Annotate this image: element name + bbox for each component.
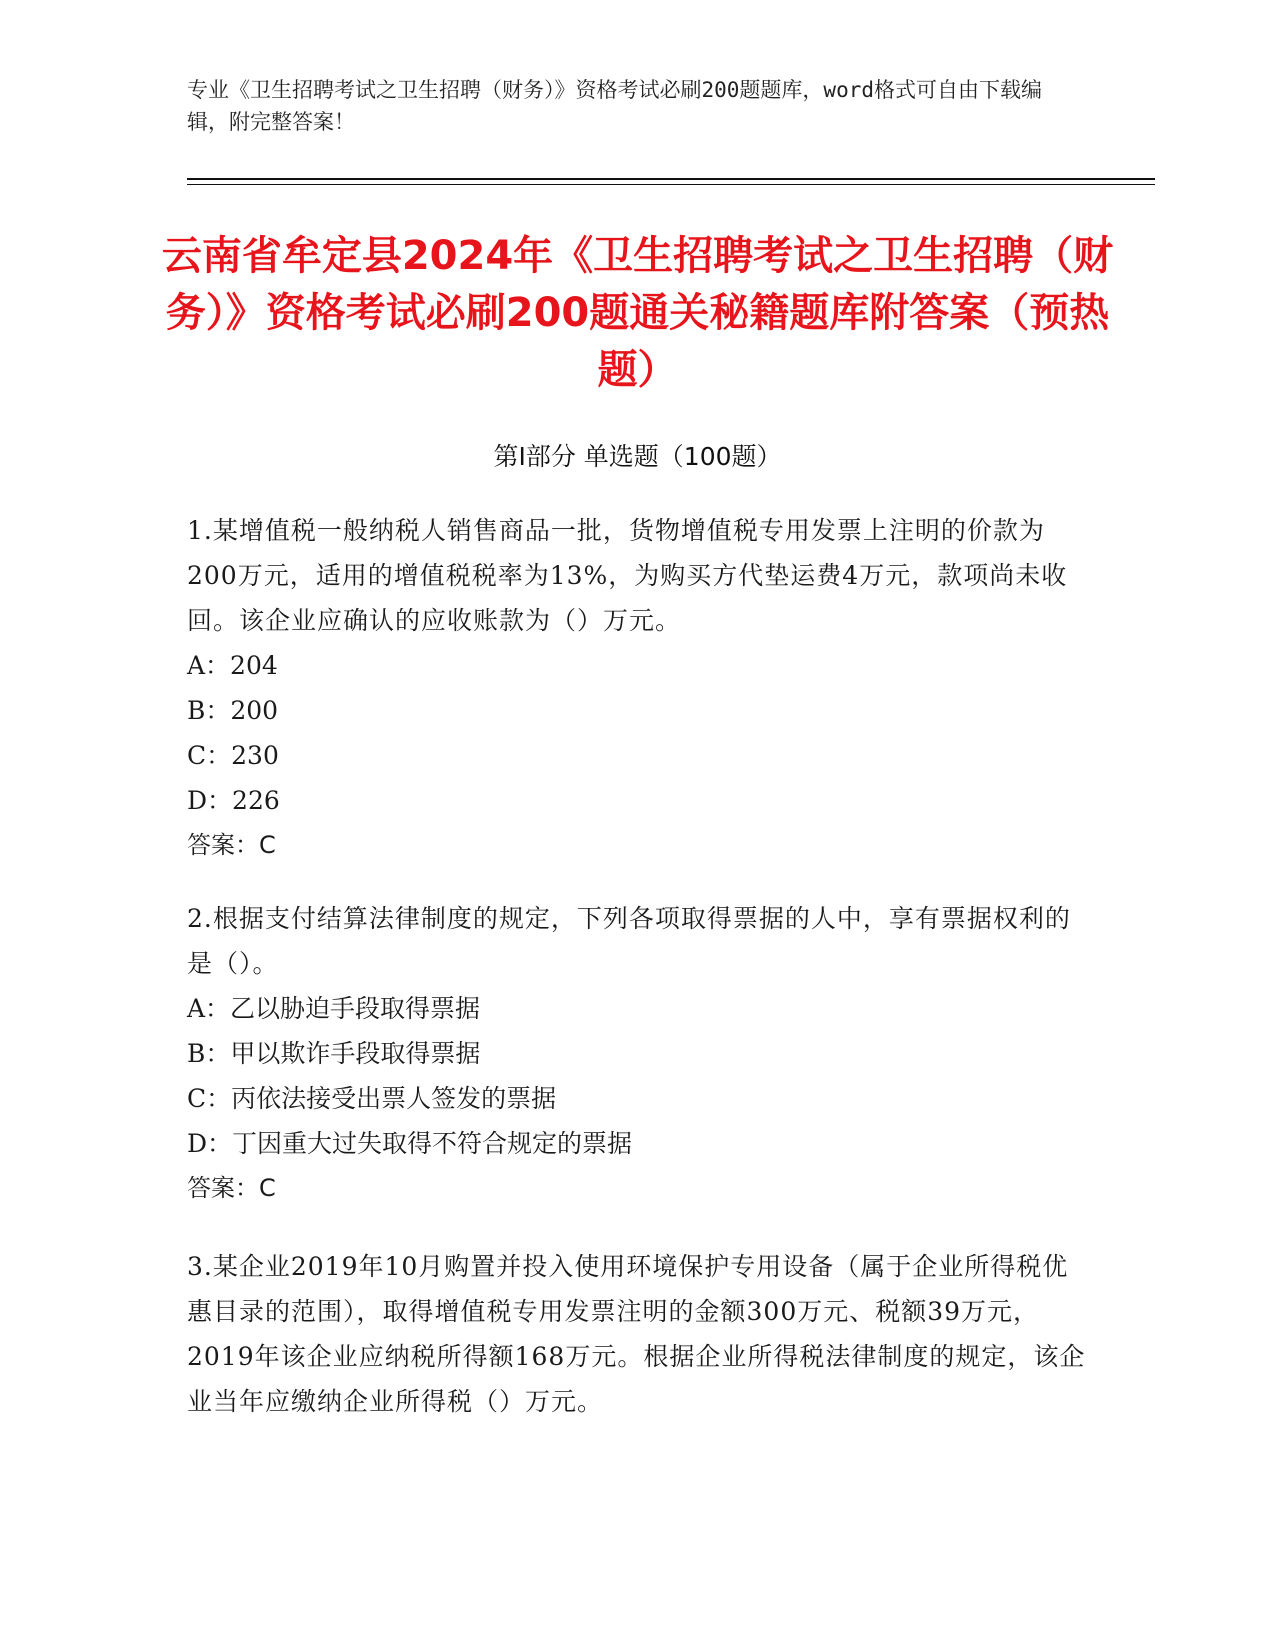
question-stem: 3.某企业2019年10月购置并投入使用环境保护专用设备（属于企业所得税优惠目录的范围），取得增值税专用发票注明的金额300万元、税额39万元，2019年该企业应纳税所得额168万元。根据企业所得税法律制度的规定，该企业当年应缴纳企业所得税（）万元。: [187, 1252, 1086, 1416]
header-divider-thick: [187, 178, 1155, 180]
section-heading: 第I部分 单选题（100题）: [493, 442, 782, 471]
question-stem: 2.根据支付结算法律制度的规定，下列各项取得票据的人中，享有票据权利的是（）。: [187, 904, 1071, 978]
header-note: 专业《卫生招聘考试之卫生招聘（财务）》资格考试必刷200题题库，word格式可自由下载编辑，附完整答案！: [187, 78, 1042, 134]
question-3: [187, 1244, 1092, 1424]
option-c: C：丙依法接受出票人签发的票据: [187, 1084, 557, 1113]
question-1: [187, 508, 1092, 868]
option-a: A：204: [187, 651, 278, 680]
option-a: A：乙以胁迫手段取得票据: [187, 994, 481, 1023]
option-b: B：甲以欺诈手段取得票据: [187, 1039, 481, 1068]
document-title: 云南省牟定县2024年《卫生招聘考试之卫生招聘（财务）》资格考试必刷200题通关秘籍题库附答案（预热题）: [161, 233, 1114, 393]
option-b: B：200: [187, 696, 279, 725]
option-d: D：丁因重大过失取得不符合规定的票据: [187, 1129, 633, 1158]
question-stem: 1.某增值税一般纳税人销售商品一批，货物增值税专用发票上注明的价款为200万元，适用的增值税税率为13%，为购买方代垫运费4万元，款项尚未收回。该企业应确认的应收账款为（）万元。: [187, 516, 1068, 635]
answer-line: 答案：C: [187, 1174, 276, 1202]
answer-line: 答案：C: [187, 831, 276, 859]
option-c: C：230: [187, 741, 279, 770]
option-d: D：226: [187, 786, 280, 815]
question-2: [187, 896, 1092, 1211]
header-divider-thin: [187, 184, 1155, 185]
